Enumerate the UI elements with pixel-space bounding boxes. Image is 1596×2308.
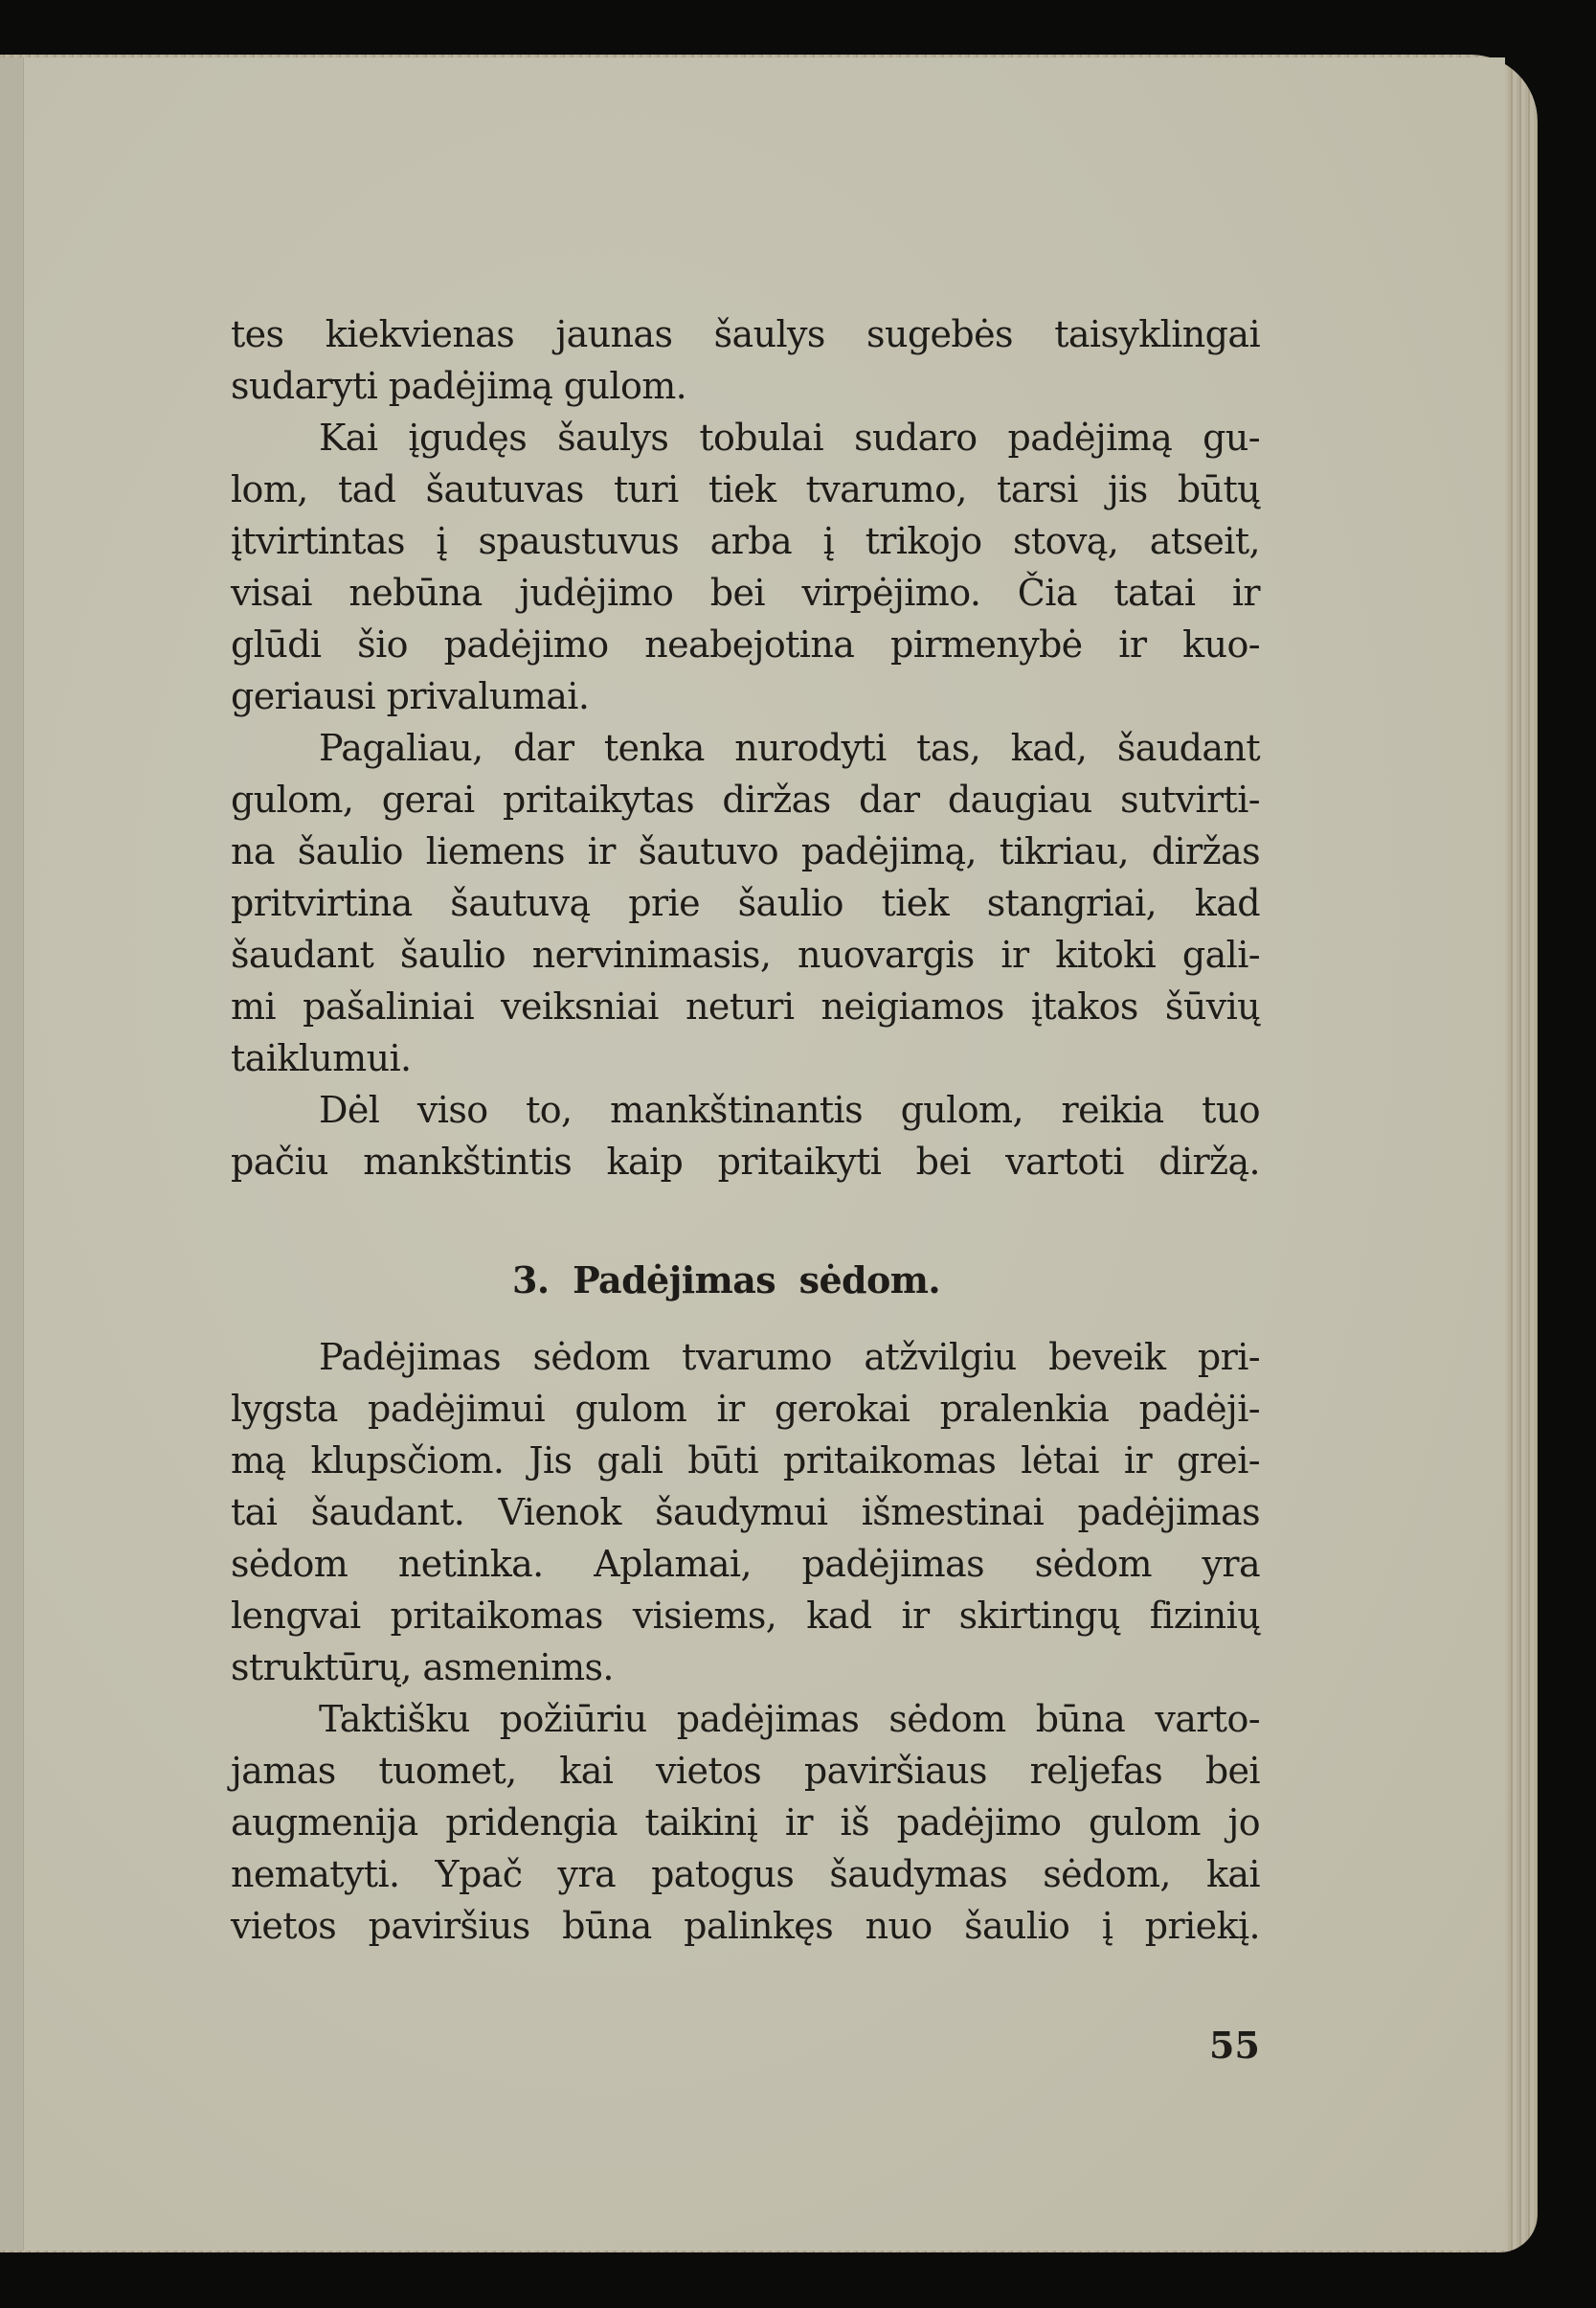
- text-line: Padėjimas sėdom tvarumo atžvilgiu beveik pri-: [319, 1336, 1260, 1378]
- section-heading: 3. Padėjimas sėdom.: [512, 1258, 940, 1301]
- paragraph: [231, 308, 1260, 412]
- text-line: geriausi privalumai.: [231, 675, 590, 717]
- text-line: Taktišku požiūriu padėjimas sėdom būna varto-: [319, 1698, 1260, 1740]
- text-line: šaudant šaulio nervinimasis, nuovargis ir kitoki gali-: [231, 934, 1260, 976]
- paragraph: [231, 1331, 1260, 1693]
- text-line: jamas tuomet, kai vietos paviršiaus reljefas bei: [231, 1750, 1260, 1792]
- text-line: įtvirtintas į spaustuvus arba į trikojo stovą, atseit,: [231, 520, 1260, 562]
- body-text: [231, 308, 1260, 1952]
- paragraph: [231, 412, 1260, 722]
- paragraph: [231, 722, 1260, 1084]
- binding-edge: [0, 57, 24, 2251]
- text-line: tes kiekvienas jaunas šaulys sugebės taisyklingai: [231, 313, 1260, 355]
- paragraph: [231, 1693, 1260, 1952]
- text-line: mą klupsčiom. Jis gali būti pritaikomas lėtai ir grei-: [231, 1439, 1260, 1482]
- text-line: mi pašaliniai veiksniai neturi neigiamos įtakos šūvių: [231, 985, 1260, 1028]
- text-line: pačiu mankštintis kaip pritaikyti bei vartoti diržą.: [231, 1141, 1260, 1183]
- text-line: gulom, gerai pritaikytas diržas dar daugiau sutvirti-: [231, 779, 1260, 821]
- text-line: Dėl viso to, mankštinantis gulom, reikia tuo: [319, 1089, 1260, 1131]
- text-line: nematyti. Ypač yra patogus šaudymas sėdom, kai: [231, 1853, 1260, 1895]
- text-line: lygsta padėjimui gulom ir gerokai pralenkia padėji-: [231, 1388, 1260, 1430]
- text-line: pritvirtina šautuvą prie šaulio tiek stangriai, kad: [231, 882, 1260, 924]
- text-line: taiklumui.: [231, 1037, 412, 1079]
- text-line: sėdom netinka. Aplamai, padėjimas sėdom yra: [231, 1543, 1260, 1585]
- text-line: Kai įgudęs šaulys tobulai sudaro padėjimą gu-: [319, 417, 1260, 459]
- text-line: tai šaudant. Vienok šaudymui išmestinai padėjimas: [231, 1491, 1260, 1533]
- text-line: lengvai pritaikomas visiems, kad ir skirtingų fizinių: [231, 1595, 1260, 1637]
- text-line: augmenija pridengia taikinį ir iš padėjimo gulom jo: [231, 1801, 1260, 1844]
- text-line: Pagaliau, dar tenka nurodyti tas, kad, šaudant: [319, 727, 1260, 769]
- text-line: vietos paviršius būna palinkęs nuo šaulio į priekį.: [231, 1905, 1260, 1947]
- text-line: sudaryti padėjimą gulom.: [231, 365, 687, 407]
- text-line: glūdi šio padėjimo neabejotina pirmenybė ir kuo-: [231, 623, 1260, 666]
- page-number: 55: [1209, 2024, 1260, 2067]
- paragraph: [231, 1084, 1260, 1188]
- text-line: visai nebūna judėjimo bei virpėjimo. Čia tatai ir: [231, 572, 1260, 614]
- text-line: lom, tad šautuvas turi tiek tvarumo, tarsi jis būtų: [231, 468, 1260, 510]
- text-line: struktūrų, asmenims.: [231, 1646, 614, 1688]
- text-line: na šaulio liemens ir šautuvo padėjimą, tikriau, diržas: [231, 830, 1260, 872]
